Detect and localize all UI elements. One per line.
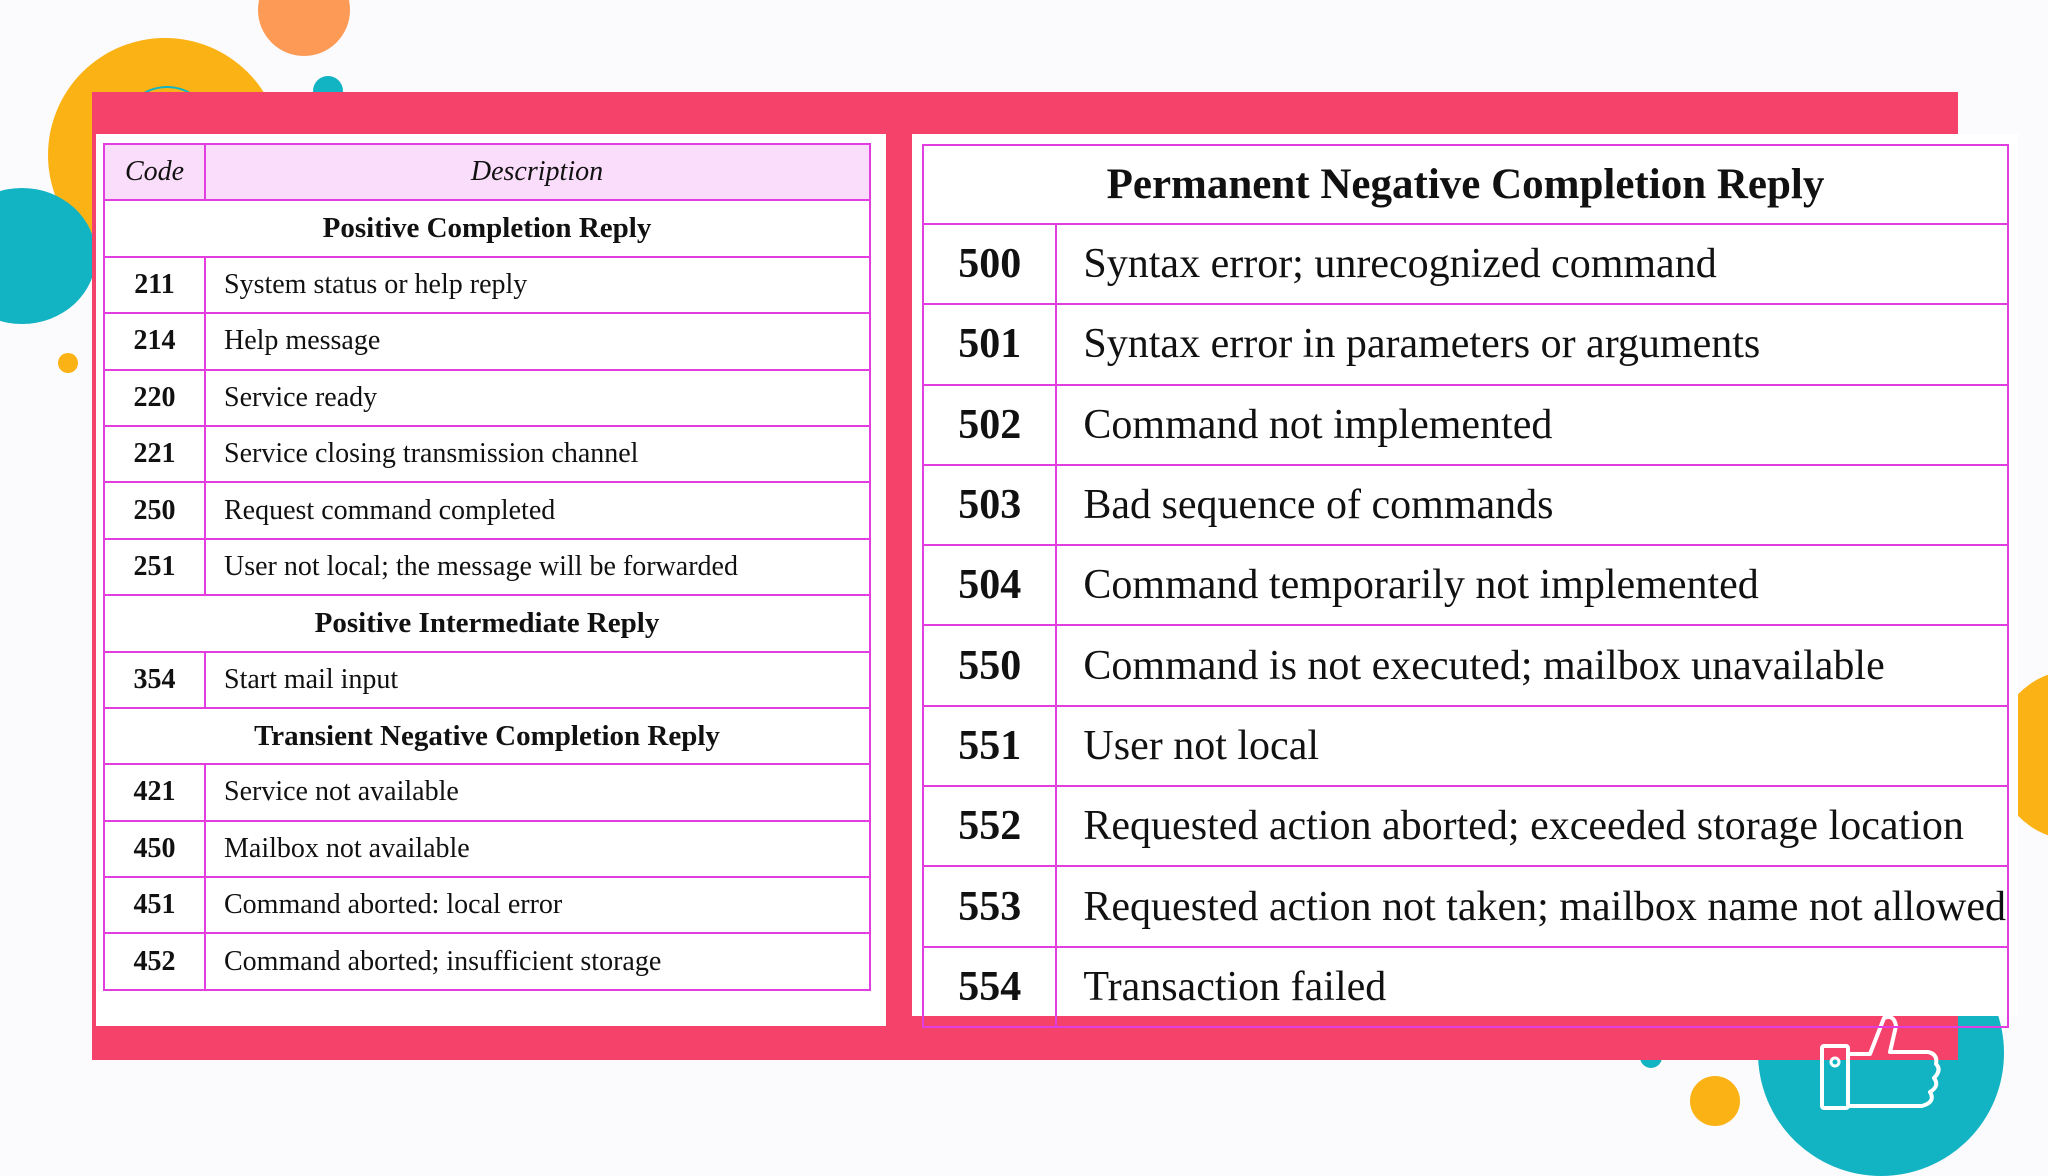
table-row xyxy=(104,933,870,989)
reply-description: User not local xyxy=(1056,706,2008,786)
reply-code: 214 xyxy=(104,313,205,369)
section-row xyxy=(923,145,2008,224)
reply-code: 354 xyxy=(104,652,205,708)
reply-description: Requested action not taken; mailbox name not allowed xyxy=(1056,866,2008,946)
reply-description: User not local; the message will be forwarded xyxy=(205,539,870,595)
reply-description: Command is not executed; mailbox unavailable xyxy=(1056,625,2008,705)
table-row xyxy=(104,821,870,877)
section-title-transient-negative: Transient Negative Completion Reply xyxy=(104,708,870,764)
reply-code: 552 xyxy=(923,786,1056,866)
reply-code: 421 xyxy=(104,764,205,820)
reply-description: Bad sequence of commands xyxy=(1056,465,2008,545)
reply-description: Request command completed xyxy=(205,482,870,538)
table-row xyxy=(923,786,2008,866)
reply-code: 554 xyxy=(923,947,1056,1027)
table-row xyxy=(923,625,2008,705)
table-row xyxy=(104,877,870,933)
section-row xyxy=(104,708,870,764)
reply-description: Command aborted: local error xyxy=(205,877,870,933)
table-row xyxy=(923,866,2008,946)
reply-description: Start mail input xyxy=(205,652,870,708)
reply-code: 221 xyxy=(104,426,205,482)
table-row xyxy=(104,539,870,595)
section-title-positive-completion: Positive Completion Reply xyxy=(104,200,870,256)
table-row xyxy=(923,304,2008,384)
section-title-permanent-negative: Permanent Negative Completion Reply xyxy=(923,145,2008,224)
reply-code: 452 xyxy=(104,933,205,989)
reply-code: 550 xyxy=(923,625,1056,705)
reply-code: 211 xyxy=(104,257,205,313)
table-header-row xyxy=(104,144,870,200)
table-row xyxy=(923,545,2008,625)
yellow-dot-bottom xyxy=(1690,1076,1740,1126)
reply-code: 450 xyxy=(104,821,205,877)
table-row xyxy=(104,652,870,708)
reply-code: 553 xyxy=(923,866,1056,946)
reply-description: Service not available xyxy=(205,764,870,820)
reply-code: 500 xyxy=(923,224,1056,304)
reply-code: 250 xyxy=(104,482,205,538)
table-row xyxy=(923,947,2008,1027)
section-row xyxy=(104,200,870,256)
reply-code: 220 xyxy=(104,370,205,426)
reply-description: Command aborted; insufficient storage xyxy=(205,933,870,989)
table-row xyxy=(104,426,870,482)
reply-code: 503 xyxy=(923,465,1056,545)
table-row xyxy=(923,385,2008,465)
reply-description: Syntax error in parameters or arguments xyxy=(1056,304,2008,384)
table-row xyxy=(923,224,2008,304)
reply-description: Mailbox not available xyxy=(205,821,870,877)
column-header-description: Description xyxy=(205,144,870,200)
reply-description: Transaction failed xyxy=(1056,947,2008,1027)
reply-description: Syntax error; unrecognized command xyxy=(1056,224,2008,304)
orange-circle-top xyxy=(258,0,350,56)
table-row xyxy=(923,706,2008,786)
reply-description: System status or help reply xyxy=(205,257,870,313)
table-row xyxy=(104,313,870,369)
reply-description: Help message xyxy=(205,313,870,369)
section-row xyxy=(104,595,870,651)
table-row xyxy=(104,370,870,426)
reply-code: 251 xyxy=(104,539,205,595)
reply-code: 504 xyxy=(923,545,1056,625)
reply-code: 501 xyxy=(923,304,1056,384)
reply-description: Service ready xyxy=(205,370,870,426)
reply-description: Command not implemented xyxy=(1056,385,2008,465)
smtp-reply-codes-table-right xyxy=(922,144,2009,1028)
reply-code: 502 xyxy=(923,385,1056,465)
reply-description: Service closing transmission channel xyxy=(205,426,870,482)
smtp-reply-codes-table-left xyxy=(103,143,871,991)
reply-code: 451 xyxy=(104,877,205,933)
reply-description: Requested action aborted; exceeded storage location xyxy=(1056,786,2008,866)
table-row xyxy=(104,482,870,538)
reply-code: 551 xyxy=(923,706,1056,786)
table-row xyxy=(104,764,870,820)
column-header-code: Code xyxy=(104,144,205,200)
section-title-positive-intermediate: Positive Intermediate Reply xyxy=(104,595,870,651)
table-row xyxy=(923,465,2008,545)
reply-description: Command temporarily not implemented xyxy=(1056,545,2008,625)
table-row xyxy=(104,257,870,313)
yellow-dot-left xyxy=(58,353,78,373)
